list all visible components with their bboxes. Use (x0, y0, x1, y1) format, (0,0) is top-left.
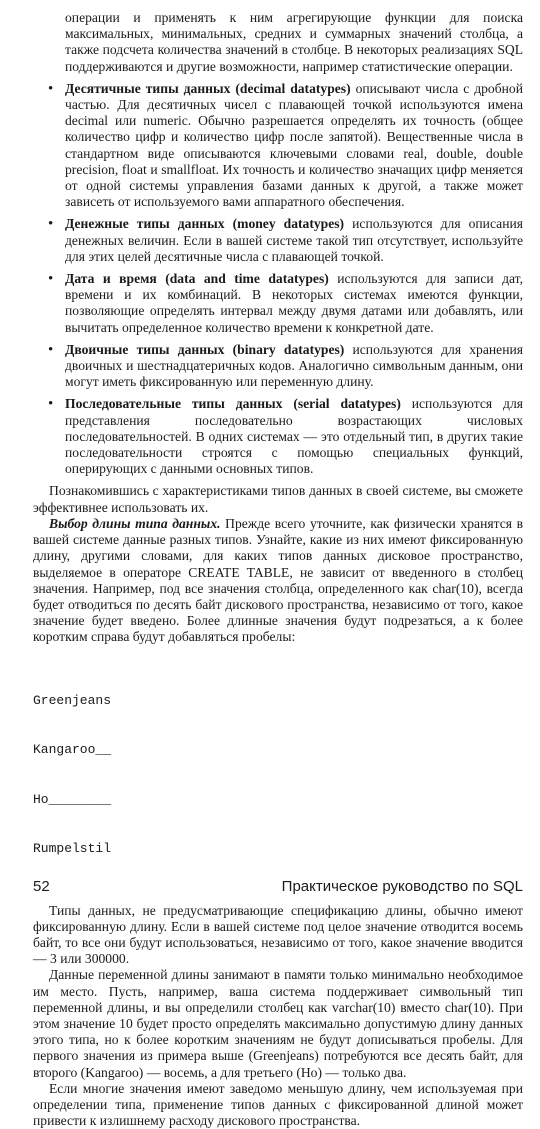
list-item-term: Последовательные типы данных (serial datatypes) (65, 396, 401, 412)
paragraph: Данные переменной длины занимают в памяти только минимально необходимое им место. Пусть, например, ваша система поддерживает символьный тип переменной длины, и вы определили столбец как varchar(10) вместо char(10). При этом значение 10 будет просто определять максимально допустимую длину данных этого типа, но к более коротким значениям не будут дописываться пробелы. Для первого значения из примера выше (Greenjeans) потребуются все десять байт, для второго (Kangaroo) — восемь, а для третьего (Ho) — только два. (33, 967, 523, 1080)
intro-paragraph: операции и применять к ним агрегирующие функции для поиска максимальных, минимальных, средних и суммарных значений столбца, а также подсчета количества значений в столбце. В некоторых реализациях SQL поддерживаются и другие возможности, например статистические операции. (65, 10, 523, 74)
list-item-term: Дата и время (data and time datatypes) (65, 271, 329, 287)
code-line: Greenjeans (33, 692, 112, 708)
page-number: 52 (33, 878, 50, 895)
list-item-text: описывают числа с дробной частью. Для десятичных чисел с плавающей точкой используются имена decimal или numeric. Обычно разрешается определять их точность (общее количество цифр и количество цифр после запятой). Вещественные числа в стандартном виде описываются ключевыми словами real, double, double precision, float и smallfloat. Их точность и количество значащих цифр меняется от одной системы управления базами данных к другой, а также может зависеть от используемого вами аппаратного обеспечения. (65, 80, 523, 210)
list-item-binary (33, 342, 523, 391)
code-example (33, 660, 523, 891)
section-paragraph (33, 516, 523, 646)
code-line: Ho________ (33, 791, 112, 807)
list-item-datetime (33, 271, 523, 336)
list-item-term: Двоичные типы данных (binary datatypes) (65, 341, 345, 357)
list-item-serial (33, 396, 523, 477)
paragraph: Познакомившись с характеристиками типов данных в своей системе, вы сможете эффективнее использовать их. (33, 483, 523, 515)
paragraph: Если многие значения имеют заведомо меньшую длину, чем используемая при определении типа, применение типов данных с фиксированной длиной может привести к излишнему расходу дискового пространства. (33, 1080, 523, 1129)
list-item-text: используются для описания денежных величин. Если в вашей системе такой тип отсутствует, используйте для этих целей десятичные числа с плавающей точкой. (65, 216, 523, 264)
list-item-decimal (33, 81, 523, 211)
page-body (33, 10, 523, 1129)
book-title: Практическое руководство по SQL (281, 878, 523, 895)
datatype-list (33, 81, 523, 478)
list-item-term: Денежные типы данных (money datatypes) (65, 216, 345, 232)
paragraph: Типы данных, не предусматривающие спецификацию длины, обычно имеют фиксированную длину. Если в вашей системе под целое значение отводится восемь байт, то все они будут использоваться, независимо от того, какое значение вводится — 3 или 300000. (33, 902, 523, 967)
list-item-text: используются для хранения двоичных и шестнадцатеричных кодов. Аналогично символьным данным, они могут иметь фиксированную или переменную длину. (65, 341, 524, 390)
section-heading: Выбор длины типа данных. (49, 515, 221, 531)
section-text: Прежде всего уточните, как физически хранятся в вашей системе данные разных типов. Узнайте, какие из них имеют фиксированную длину, другими словами, для каких типов данных дисковое пространство, выделяемое в операторе CREATE TABLE, не зависит от введенного в столбец значения. Например, под все значения столбца, определенного как char(10), всегда будет отводиться по десять байт дискового пространства, независимо от того, какое значение будет введено. Более длинные значения будут подрезаться, а к более коротким справа будут добавляться пробелы: (33, 515, 524, 645)
code-line: Rumpelstil (33, 841, 112, 857)
list-item-text: используются для записи дат, времени и их комбинаций. В некоторых системах имеются функции, позволяющие определять интервал между двумя датами или добавлять, или вычитать определенное количество времени к конкретной дате. (65, 271, 523, 335)
list-item-text: используются для представления последовательно возрастающих числовых последовательностей. В одних системах — это отдельный тип, в других такие последовательности строятся с помощью специальных функций, оперирующих с данными основных типов. (65, 396, 523, 477)
code-line: Kangaroo__ (33, 742, 112, 758)
list-item-money (33, 216, 523, 265)
list-item-term: Десятичные типы данных (decimal datatypes) (65, 80, 351, 96)
